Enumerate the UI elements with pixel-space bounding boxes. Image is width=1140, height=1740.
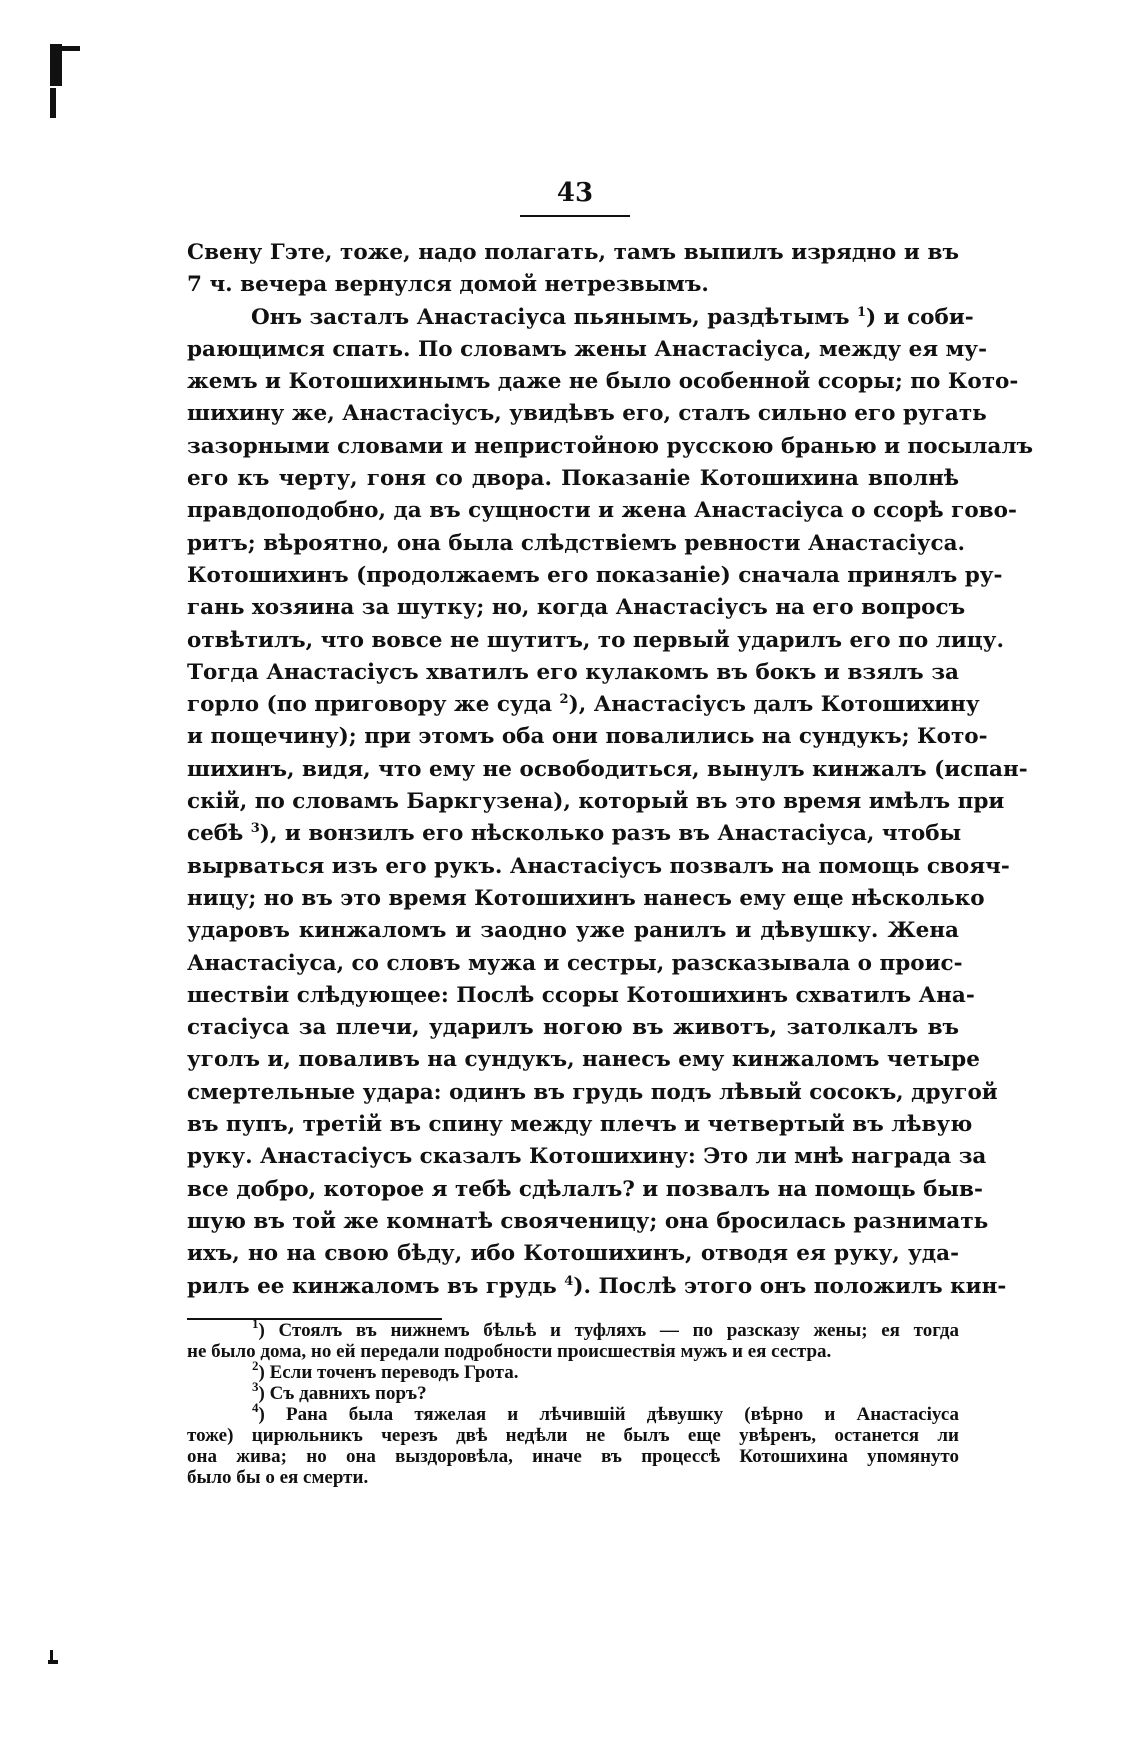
paragraph — [187, 237, 959, 302]
text-line — [187, 1012, 959, 1044]
footnote-line — [187, 1379, 959, 1404]
text-line — [187, 334, 987, 366]
text-run: отвѣтилъ, что вовсе не шутитъ, то первый ударилъ его по лицу. — [187, 627, 1004, 653]
body-text — [187, 237, 1034, 1303]
text-line — [187, 786, 1005, 818]
scan-artifact-mark — [50, 88, 56, 118]
page-number-rule — [520, 215, 630, 217]
text-run: себѣ — [187, 821, 251, 847]
footnote-number: 1 — [252, 1316, 259, 1331]
text-line — [187, 1141, 987, 1173]
footnote-ref: 4 — [564, 1273, 574, 1289]
footnote-text: не было дома, но ей передали подробности происшествія мужъ и ея сестра. — [187, 1341, 832, 1362]
text-run: его къ черту, гоня со двора. Показаніе Котошихина вполнѣ — [187, 466, 959, 492]
footnote-ref: 1 — [856, 304, 866, 320]
text-line — [187, 1271, 1007, 1303]
text-line — [187, 625, 1004, 657]
text-run: Котошихинъ (продолжаемъ его показаніе) сначала принялъ ру- — [187, 562, 1003, 588]
footnote-text: ) Рана была тяжелая и лѣчившій дѣвушку (вѣрно и Анастасіуса — [258, 1404, 959, 1425]
text-line — [187, 302, 974, 334]
text-line — [187, 560, 1003, 592]
footnote-ref: 2 — [559, 692, 569, 708]
text-run: рилъ ее кинжаломъ въ грудь — [187, 1273, 565, 1299]
text-run: зазорными словами и непристойною русскою бранью и посылалъ — [187, 433, 1034, 459]
text-run: ритъ; вѣроятно, она была слѣдствіемъ ревности Анастасіуса. — [187, 530, 966, 556]
footnote — [187, 1400, 959, 1488]
text-run: гань хозяина за шутку; но, когда Анастасіусъ на его вопросъ — [187, 595, 966, 621]
footnote — [187, 1379, 959, 1404]
footnote-text: она жива; но она выздоровѣла, иначе въ процессѣ Котошихина упомянуто — [187, 1446, 959, 1467]
text-run: ). Послѣ этого онъ положилъ кин- — [573, 1273, 1007, 1299]
text-run: ), и вонзилъ его нѣсколько разъ въ Анастасіуса, чтобы — [259, 821, 962, 847]
footnote-number: 4 — [252, 1400, 259, 1415]
text-run: смертельные удара: одинъ въ грудь подъ лѣвый сосокъ, другой — [187, 1079, 998, 1105]
text-line — [187, 754, 1028, 786]
text-run: Анастасіуса, со словъ мужа и сестры, разсказывала о проис- — [187, 950, 963, 976]
text-line — [187, 592, 966, 624]
text-run: ), Анастасіусъ далъ Котошихину — [568, 692, 980, 718]
text-run: скій, по словамъ Баркгузена), который въ это время имѣлъ при — [187, 789, 1005, 815]
footnote-text: тоже) цирюльникъ черезъ двѣ недѣли не былъ еще увѣренъ, останется ли — [187, 1425, 959, 1446]
text-line — [187, 883, 985, 915]
text-run: въ пупъ, третій въ спину между плечъ и четвертый въ лѣвую — [187, 1112, 973, 1138]
text-line — [187, 1044, 980, 1076]
text-run: и пощечину); при этомъ оба они повалились на сундукъ; Кото- — [187, 724, 988, 750]
text-run: шую въ той же комнатѣ свояченицу; она бросилась разнимать — [187, 1208, 989, 1234]
text-run: шествіи слѣдующее: Послѣ ссоры Котошихинъ схватилъ Ана- — [187, 982, 975, 1008]
text-line — [187, 528, 966, 560]
text-line — [187, 851, 1010, 883]
footnote-line — [187, 1316, 959, 1341]
footnote-line — [187, 1467, 959, 1488]
footnote-text: ) Стоялъ въ нижнемъ бѣльѣ и туфляхъ — по разсказу жены; ея тогда — [258, 1320, 959, 1341]
text-run: ) и соби- — [865, 304, 974, 330]
text-line — [187, 980, 975, 1012]
text-run: уголъ и, повaливъ на сундукъ, нанесъ ему кинжаломъ четыре — [187, 1047, 980, 1073]
paragraph — [187, 302, 1034, 1303]
text-line — [187, 463, 959, 495]
text-line — [187, 721, 988, 753]
text-run: стасіуса за плечи, ударилъ ногою въ животъ, затолкалъ въ — [187, 1015, 959, 1041]
text-run: ударовъ кинжаломъ и заодно уже ранилъ и дѣвушку. Жена — [187, 918, 959, 944]
footnote — [187, 1316, 959, 1362]
text-line — [187, 398, 987, 430]
text-run: Онъ засталъ Анастасіуса пьянымъ, раздѣтымъ — [251, 304, 857, 330]
text-run: шихинъ, видя, что ему не освободиться, вынулъ кинжалъ (испан- — [187, 756, 1028, 782]
text-line — [187, 657, 959, 689]
footnote-number: 3 — [252, 1379, 259, 1394]
footnote-line — [187, 1400, 959, 1425]
text-run: горло (по приговору же суда — [187, 692, 560, 718]
footnote-line — [187, 1425, 959, 1446]
text-line — [187, 1174, 983, 1206]
footnote-ref: 3 — [250, 821, 260, 837]
text-line — [187, 818, 962, 850]
footnote-line — [187, 1341, 959, 1362]
footnote-text: ) Если точенъ переводъ Грота. — [258, 1362, 519, 1383]
footnote-text: ) Съ давнихъ поръ? — [258, 1383, 427, 1404]
text-run: ницу; но въ это время Котошихинъ нанесъ ему еще нѣсколько — [187, 885, 985, 911]
text-line: Свену Гэте, тоже, надо полагать, тамъ выпилъ изрядно и въ — [187, 240, 959, 265]
text-line — [187, 689, 980, 721]
text-run: ихъ, но на свою бѣду, ибо Котошихинъ, отводя ея руку, уда- — [187, 1241, 959, 1267]
text-line — [187, 1109, 973, 1141]
text-run: Тогда Анастасіусъ хватилъ его кулакомъ въ бокъ и взялъ за — [187, 659, 959, 685]
text-line — [187, 366, 1019, 398]
text-run: руку. Анастасіусъ сказалъ Котошихину: Это ли мнѣ награда за — [187, 1144, 987, 1170]
footnotes — [187, 1316, 959, 1488]
text-line: 7 ч. вечера вернулся домой нетрезвымъ. — [187, 272, 709, 298]
text-run: жемъ и Котошихинымъ даже не было особенной ссоры; по Кото- — [187, 369, 1019, 395]
text-line — [187, 948, 963, 980]
text-run: правдоподобно, да въ сущности и жена Анастасіуса о ссорѣ гово- — [187, 498, 1017, 524]
footnote-line — [187, 1446, 959, 1467]
scan-artifact-mark — [50, 44, 62, 86]
footnote — [187, 1358, 959, 1383]
text-line — [187, 431, 1034, 463]
text-run: рающимся спать. По словамъ жены Анастасіуса, между ея му- — [187, 336, 987, 362]
text-line — [187, 1077, 998, 1109]
footnote-text: было бы о ея смерти. — [187, 1467, 369, 1488]
scan-artifact-mark — [62, 46, 80, 51]
text-line — [187, 1206, 989, 1238]
text-line — [187, 495, 1017, 527]
footnote-number: 2 — [252, 1358, 259, 1373]
text-run: вырваться изъ его рукъ. Анастасіусъ позвалъ на помощь свояч- — [187, 853, 1010, 879]
page-number: 43 — [556, 178, 594, 208]
text-line — [187, 1238, 959, 1270]
footnote-line — [187, 1358, 959, 1383]
text-line — [187, 915, 959, 947]
text-run: шихину же, Анастасіусъ, увидѣвъ его, сталъ сильно его ругать — [187, 401, 987, 427]
text-run: все добро, которое я тебѣ сдѣлалъ? и позвалъ на помощь быв- — [187, 1176, 983, 1202]
scan-artifact-mark — [50, 1650, 53, 1664]
